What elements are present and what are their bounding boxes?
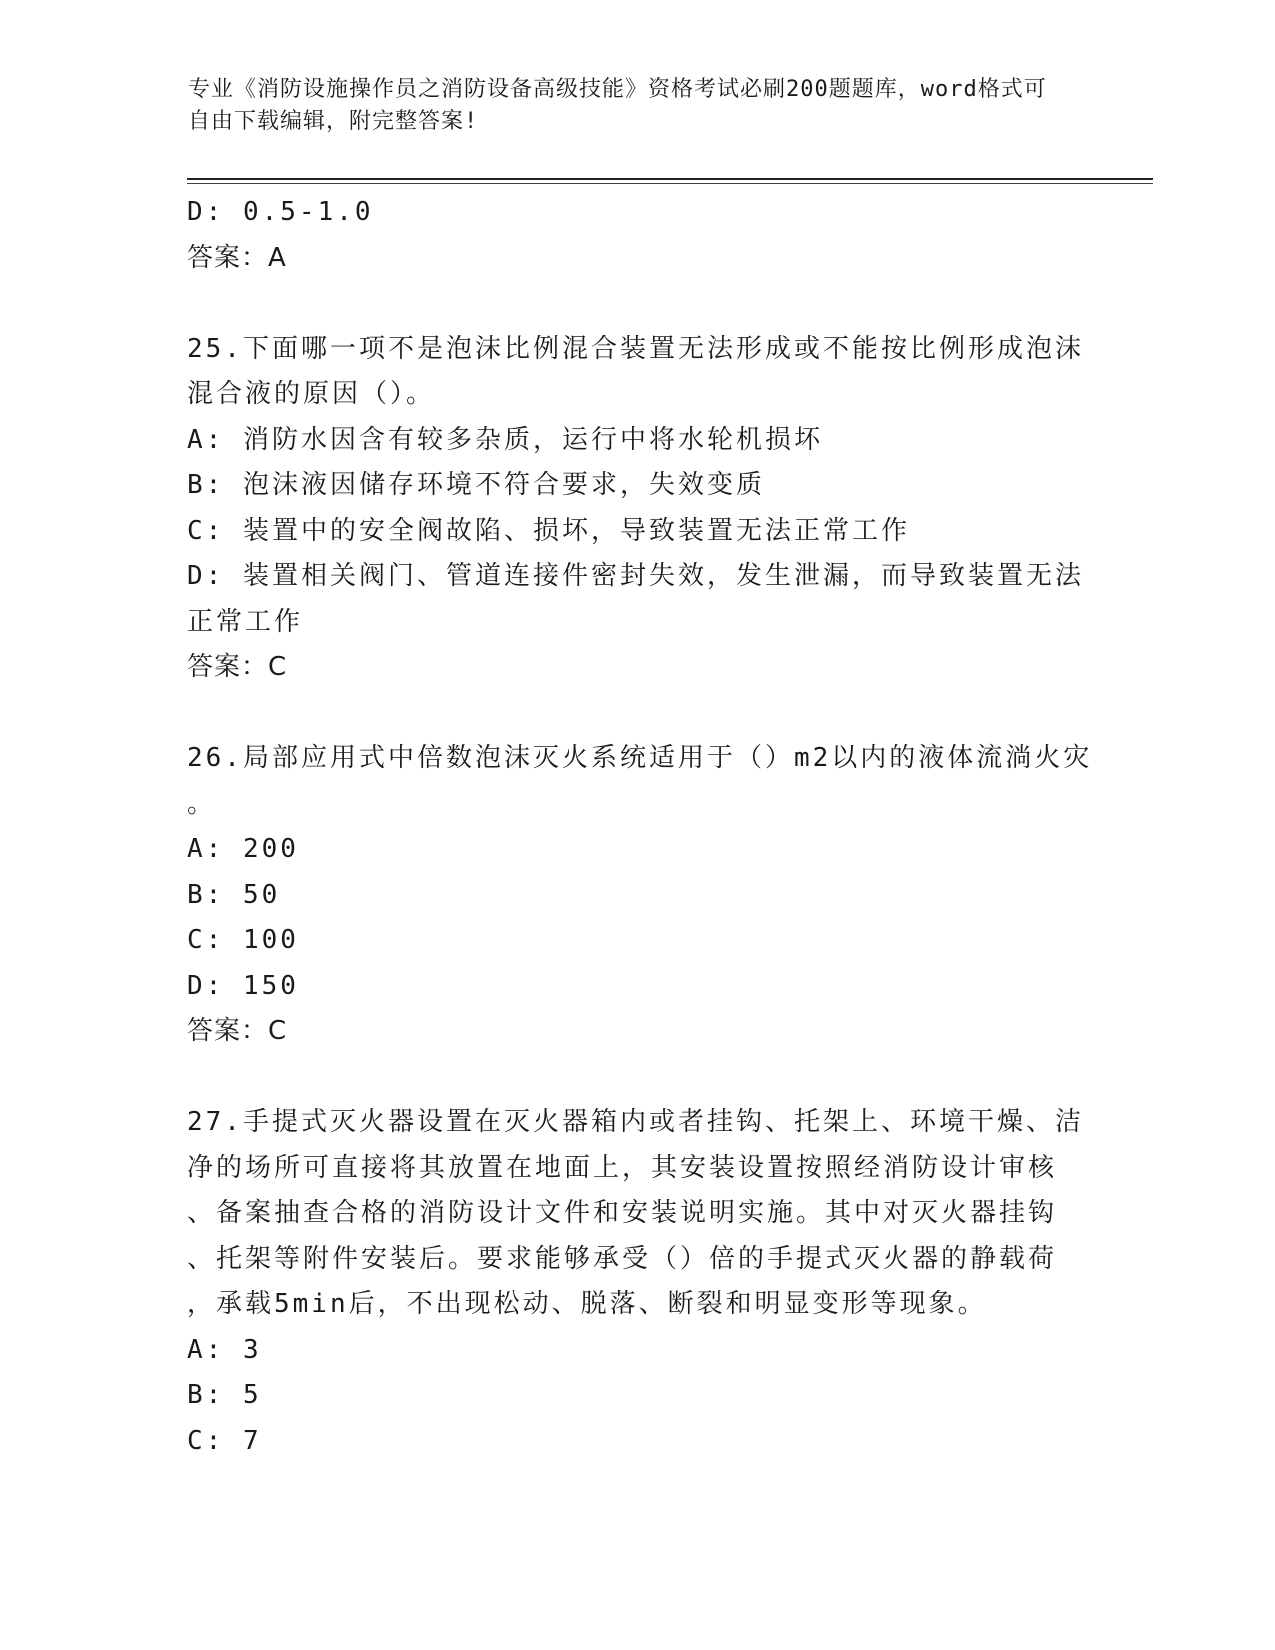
question-27 (187, 1100, 1087, 1464)
question-answer: 答案：C (187, 652, 288, 682)
header-divider-thin (187, 183, 1153, 184)
question-stem-line: 净的场所可直接将其放置在地面上，其安装设置按照经消防设计审核 (187, 1152, 1058, 1183)
option-d: D: 150 (187, 970, 299, 1001)
question-stem-line: 、备案抽查合格的消防设计文件和安装说明实施。其中对灭火器挂钩 (187, 1198, 1058, 1228)
question-stem-line: 混合液的原因（）。 (187, 379, 436, 409)
option-a: A: 200 (187, 834, 299, 864)
option-b: B: 50 (187, 879, 281, 910)
option-b: B: 泡沫液因储存环境不符合要求，失效变质 (187, 470, 765, 500)
option-c: C: 100 (187, 925, 299, 955)
header-divider-thick (187, 178, 1153, 180)
question-stem-line: 25.下面哪一项不是泡沫比例混合装置无法形成或不能按比例形成泡沫 (187, 333, 1084, 364)
option-a: A: 消防水因含有较多杂质，运行中将水轮机损坏 (187, 424, 823, 455)
option-c: C: 装置中的安全阀故陷、损坏，导致装置无法正常工作 (187, 515, 910, 546)
option-a: A: 3 (187, 1334, 262, 1365)
previous-question-answer: 答案：A (187, 242, 287, 273)
spacer (187, 691, 1087, 737)
question-stem-line: ，承载5min后，不出现松动、脱落、断裂和明显变形等现象。 (187, 1289, 987, 1319)
page-header: 专业《消防设施操作员之消防设备高级技能》资格考试必刷200题题库，word格式可自由下载编辑，附完整答案! (188, 77, 1047, 134)
option-c: C: 7 (187, 1425, 262, 1456)
question-stem-line: 。 (187, 788, 217, 819)
question-stem-line: 26.局部应用式中倍数泡沫灭火系统适用于（）m2以内的液体流淌火灾 (187, 743, 1093, 773)
option-b: B: 5 (187, 1380, 262, 1410)
question-25 (187, 327, 1087, 691)
previous-question-option-d: D: 0.5-1.0 (187, 197, 374, 227)
spacer (187, 1055, 1087, 1101)
question-content (187, 190, 1093, 1464)
question-answer: 答案：C (187, 1016, 288, 1046)
spacer (187, 281, 1087, 327)
question-stem-line: 27.手提式灭火器设置在灭火器箱内或者挂钩、托架上、环境干燥、洁 (187, 1107, 1084, 1137)
question-26 (187, 736, 1093, 1055)
option-d: D: 装置相关阀门、管道连接件密封失效，发生泄漏，而导致装置无法 (187, 561, 1084, 591)
question-stem-line: 、托架等附件安装后。要求能够承受（）倍的手提式灭火器的静载荷 (187, 1243, 1058, 1274)
option-d-continued: 正常工作 (187, 606, 304, 637)
